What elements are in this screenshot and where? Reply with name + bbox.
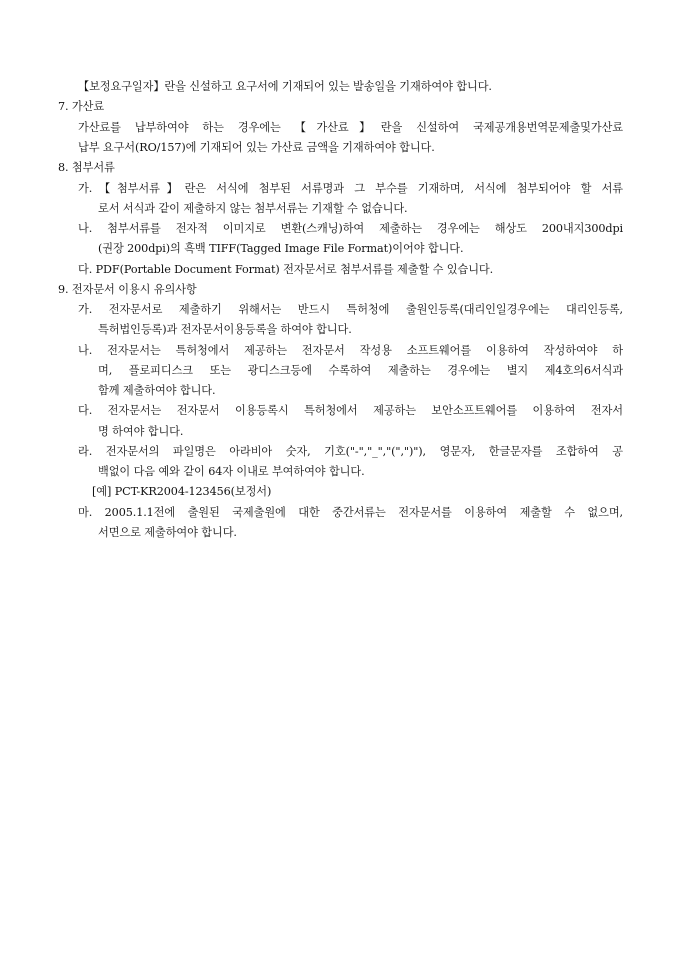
section-9-item-d-line-2: 백없이 다음 예와 같이 64자 이내로 부여하여야 합니다. — [98, 465, 365, 478]
section-9-item-c-line-1: 다. 전자문서는 전자문서 이용등록시 특허청에서 제공하는 보안소프트웨어를 이용하여 전자서 — [78, 404, 623, 417]
section-8-item-a-line-2: 로서 서식과 같이 제출하지 않는 첨부서류는 기재할 수 없습니다. — [98, 202, 408, 215]
section-9-item-b-line-1: 나. 전자문서는 특허청에서 제공하는 전자문서 작성용 소프트웨어를 이용하여 작성하여야 하 — [78, 344, 623, 357]
section-9-item-a-line-2: 특허법인등록)과 전자문서이용등록을 하여야 합니다. — [98, 323, 352, 336]
section-9-item-b-line-3: 함께 제출하여야 합니다. — [98, 384, 216, 397]
section-9-item-e-line-2: 서면으로 제출하여야 합니다. — [98, 526, 237, 539]
section-9-title: 9. 전자문서 이용시 유의사항 — [58, 283, 197, 296]
section-7-title: 7. 가산료 — [58, 100, 105, 113]
section-9-item-c-line-2: 명 하여야 합니다. — [98, 425, 184, 438]
section-8-item-a-line-1: 가.【첨부서류】란은 서식에 첨부된 서류명과 그 부수를 기재하며, 서식에 첨부되어야 할 서류 — [78, 182, 623, 195]
section-7-paragraph-line-2: 납부 요구서(RO/157)에 기재되어 있는 가산료 금액을 기재하여야 합니다. — [78, 141, 435, 154]
section-7-paragraph-line-1: 가산료를 납부하여야 하는 경우에는 【가산료】란을 신설하여 국제공개용번역문제출및가산료 — [78, 121, 623, 134]
section-9-item-e-line-1: 마. 2005.1.1전에 출원된 국제출원에 대한 중간서류는 전자문서를 이용하여 제출할 수 없으며, — [78, 506, 623, 519]
section-9-item-a-line-1: 가. 전자문서로 제출하기 위해서는 반드시 특허청에 출원인등록(대리인일경우에는 대리인등록, — [78, 303, 623, 316]
section-8-item-b-line-2: (권장 200dpi)의 흑백 TIFF(Tagged Image File Format)이어야 합니다. — [98, 242, 464, 255]
section-9-item-d-line-1: 라. 전자문서의 파일명은 아라비아 숫자, 기호("-","_","(",")"), 영문자, 한글문자를 조합하여 공 — [78, 445, 623, 458]
section-8-item-c-line-1: 다. PDF(Portable Document Format) 전자문서로 첨부서류를 제출할 수 있습니다. — [78, 263, 494, 276]
intro-line: 【보정요구일자】란을 신설하고 요구서에 기재되어 있는 발송일을 기재하여야 합니다. — [78, 80, 492, 93]
section-8-item-b-line-1: 나. 첨부서류를 전자적 이미지로 변환(스캐닝)하여 제출하는 경우에는 해상도 200내지300dpi — [78, 222, 623, 235]
section-9-item-d-example: [예] PCT-KR2004-123456(보정서) — [92, 485, 272, 498]
section-9-item-b-line-2: 며, 플로피디스크 또는 광디스크등에 수록하여 제출하는 경우에는 별지 제4호의6서식과 — [98, 364, 623, 377]
section-8-title: 8. 첨부서류 — [58, 161, 115, 174]
